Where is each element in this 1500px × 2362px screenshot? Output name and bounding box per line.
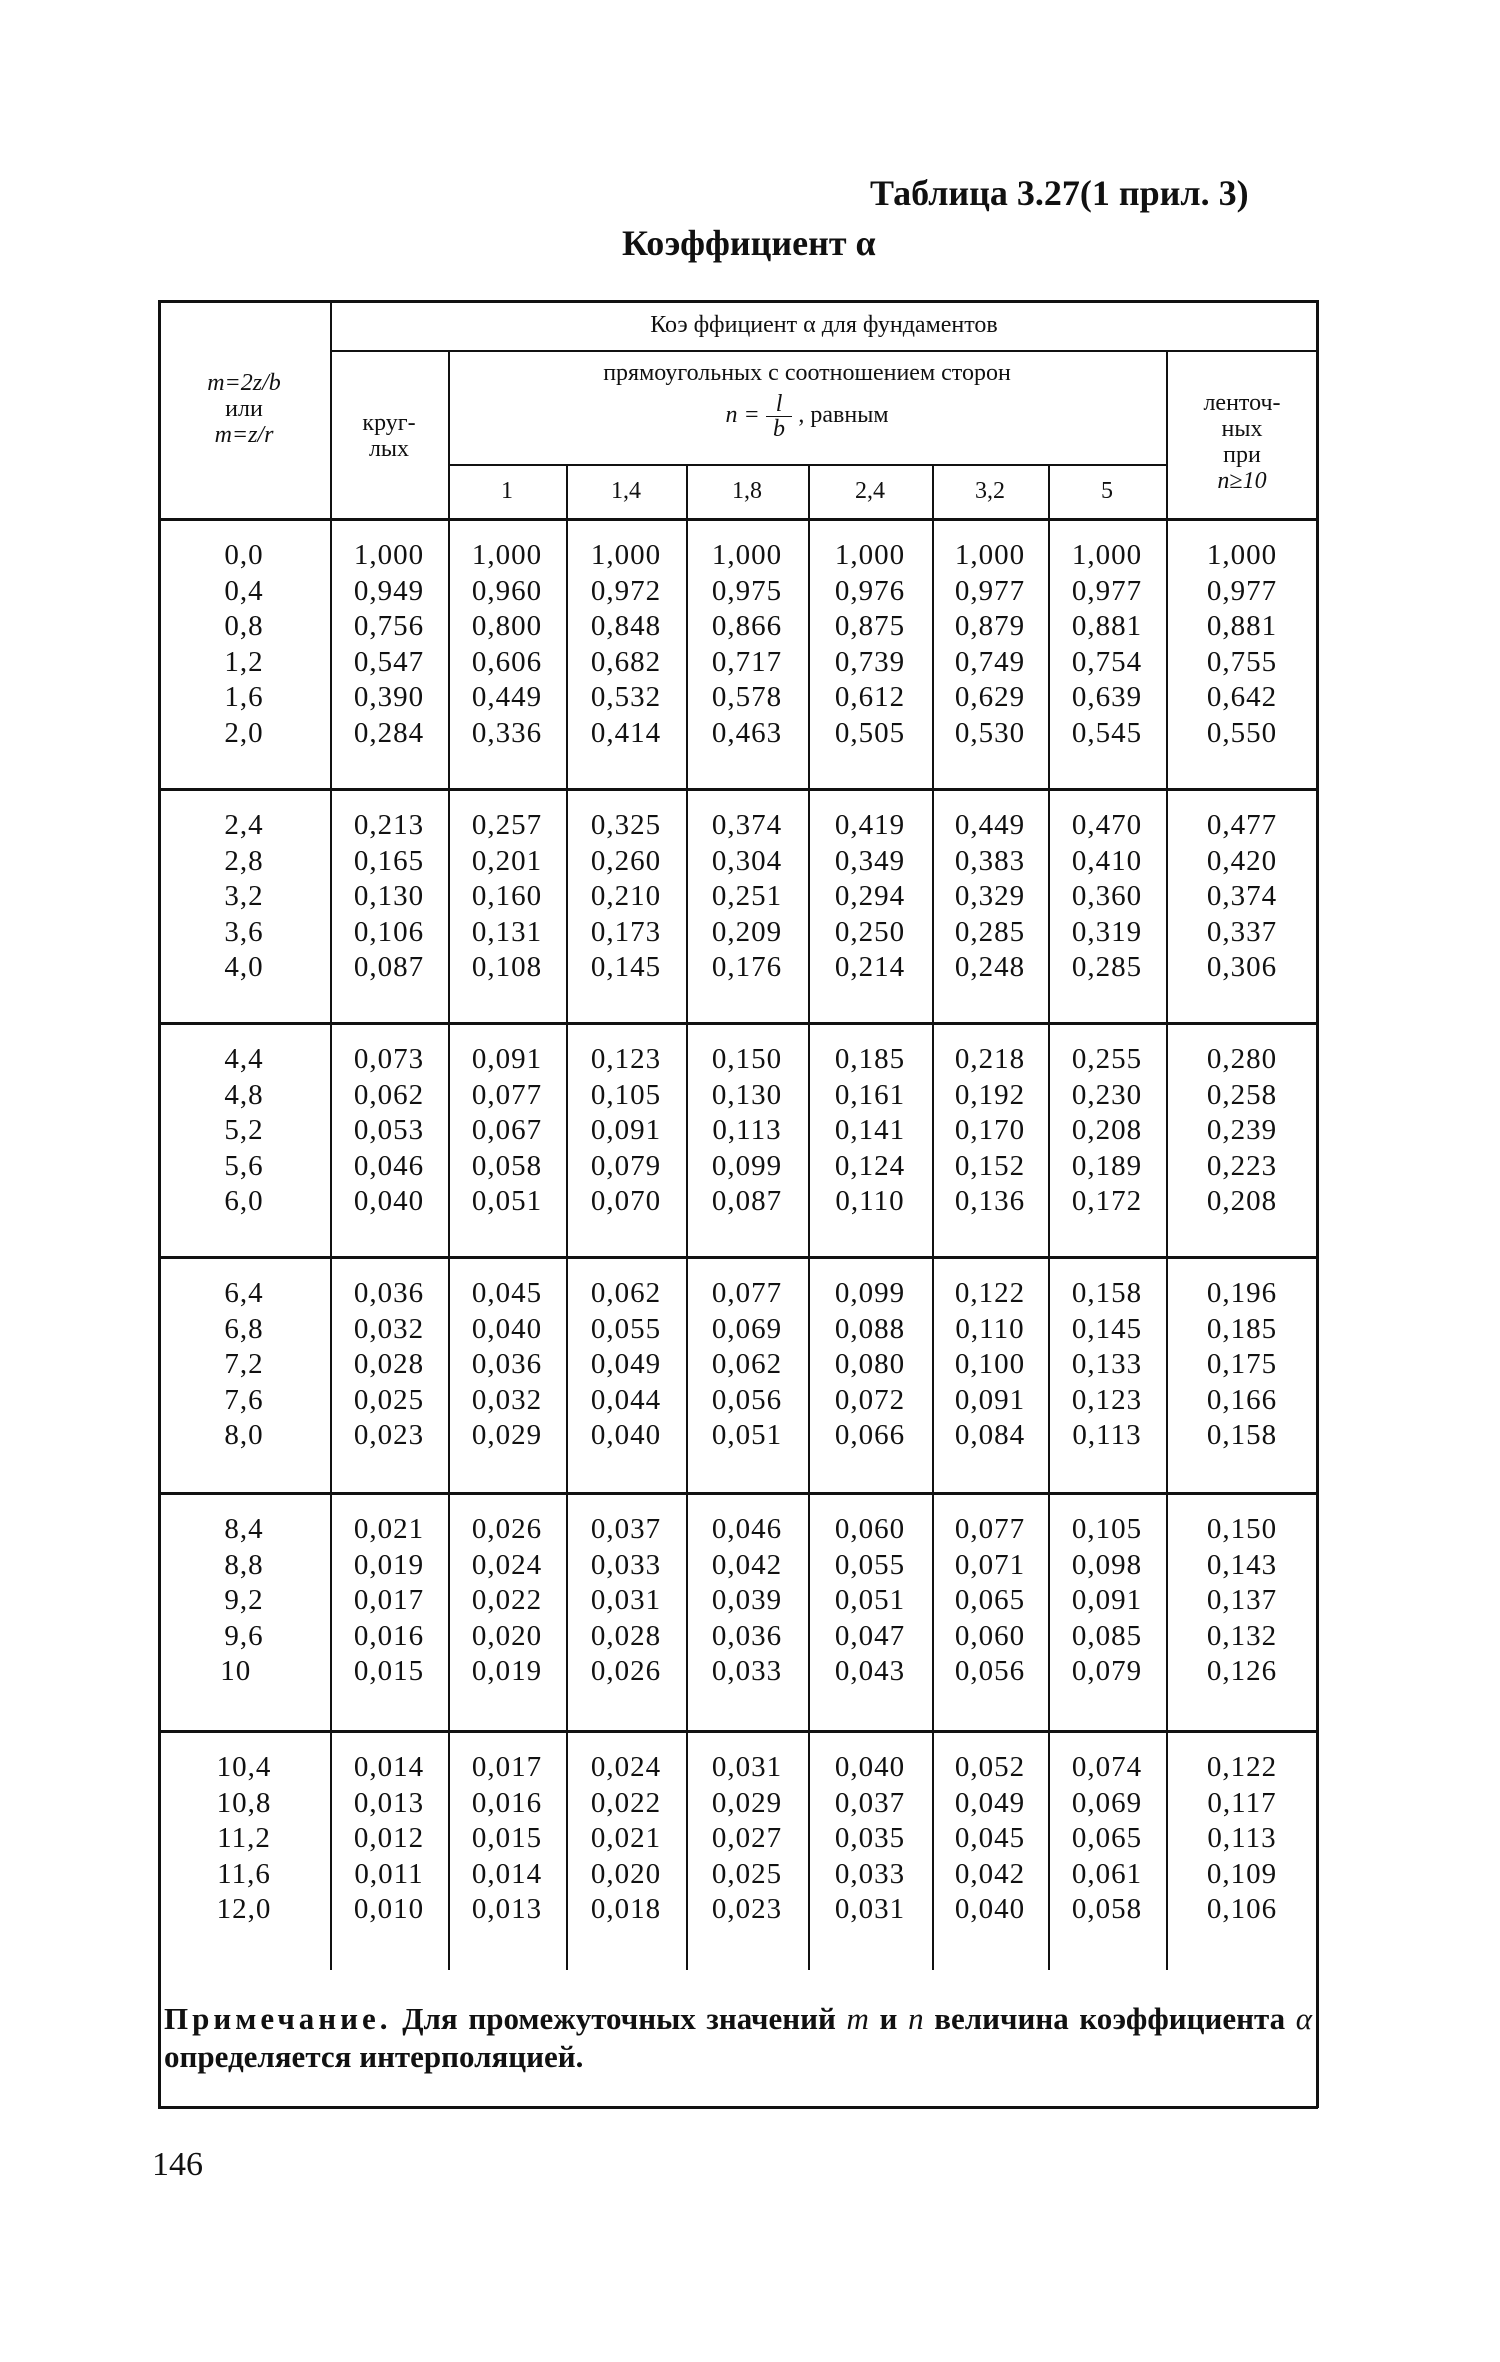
rect-header-frac-num: l	[766, 392, 793, 417]
alpha-values: 1,000 0,949 0,756 0,547 0,390 0,284	[353, 539, 425, 749]
m-values: 0,0 0,4 0,8 1,2 1,6 2,0	[224, 539, 264, 749]
block-rule	[158, 1022, 1318, 1025]
m-values: 10,4 10,8 11,2 11,6 12,0	[216, 1751, 272, 1925]
alpha-values: 0,045 0,040 0,036 0,032 0,029	[471, 1277, 543, 1451]
m-values: 2,4 2,8 3,2 3,6 4,0	[224, 809, 264, 983]
alpha-values: 0,024 0,022 0,021 0,020 0,018	[590, 1751, 662, 1925]
alpha-values: 1,000 0,976 0,875 0,739 0,612 0,505	[834, 539, 906, 749]
header-rule-ratio	[448, 464, 1166, 466]
page-number: 146	[152, 2146, 203, 2183]
alpha-values: 0,123 0,105 0,091 0,079 0,070	[590, 1043, 662, 1217]
alpha-values: 1,000 0,972 0,848 0,682 0,532 0,414	[590, 539, 662, 749]
alpha-values: 0,196 0,185 0,175 0,166 0,158	[1206, 1277, 1278, 1451]
note-label: Примечание.	[164, 2001, 392, 2036]
rect-header-formula	[448, 392, 1166, 441]
table-bottom-rule	[158, 2106, 1318, 2109]
alpha-values: 0,036 0,032 0,028 0,025 0,023	[353, 1277, 425, 1451]
note-text-1: Для промежуточных значений	[402, 2001, 836, 2036]
ratio-header: 1,8	[732, 478, 762, 504]
alpha-values: 0,073 0,062 0,053 0,046 0,040	[353, 1043, 425, 1217]
table-title: Таблица 3.27(1 прил. 3)	[870, 173, 1249, 213]
alpha-values: 0,213 0,165 0,130 0,106 0,087	[353, 809, 425, 983]
rect-header-tail: , равным	[798, 402, 889, 429]
alpha-values: 1,000 0,960 0,800 0,606 0,449 0,336	[471, 539, 543, 749]
round-header-line1: круг-	[362, 410, 416, 436]
rect-header-n: n =	[725, 402, 760, 429]
alpha-values: 0,026 0,024 0,022 0,020 0,019	[471, 1513, 543, 1687]
coefficient-table	[158, 300, 1320, 2110]
alpha-values: 0,449 0,383 0,329 0,285 0,248	[954, 809, 1026, 983]
alpha-values: 0,158 0,145 0,133 0,123 0,113	[1071, 1277, 1143, 1451]
alpha-values: 0,374 0,304 0,251 0,209 0,176	[711, 809, 783, 983]
note-var-m: m	[846, 2001, 869, 2036]
m-column-header	[158, 370, 330, 448]
alpha-values: 1,000 0,977 0,881 0,754 0,639 0,545	[1071, 539, 1143, 749]
alpha-values: 0,031 0,029 0,027 0,025 0,023	[711, 1751, 783, 1925]
strip-header-line1: ленточ-	[1203, 390, 1281, 416]
rect-header	[448, 360, 1166, 441]
alpha-values: 1,000 0,977 0,879 0,749 0,629 0,530	[954, 539, 1026, 749]
alpha-values: 0,257 0,201 0,160 0,131 0,108	[471, 809, 543, 983]
group-header: Коэ ффициент α для фундаментов	[650, 312, 998, 338]
alpha-values: 0,046 0,042 0,039 0,036 0,033	[711, 1513, 783, 1687]
alpha-values: 0,074 0,069 0,065 0,061 0,058	[1071, 1751, 1143, 1925]
alpha-values: 0,040 0,037 0,035 0,033 0,031	[834, 1751, 906, 1925]
m-values: 8,4 8,8 9,2 9,6 10	[220, 1513, 264, 1687]
alpha-values: 0,477 0,420 0,374 0,337 0,306	[1206, 809, 1278, 983]
ratio-header: 2,4	[855, 478, 885, 504]
note-text-2: величина коэффициента	[934, 2001, 1286, 2036]
alpha-values: 0,255 0,230 0,208 0,189 0,172	[1071, 1043, 1143, 1217]
table-note	[158, 2000, 1318, 2076]
ratio-header: 5	[1101, 478, 1113, 504]
alpha-values: 0,091 0,077 0,067 0,058 0,051	[471, 1043, 543, 1217]
note-and: и	[879, 2001, 898, 2036]
ratio-header: 3,2	[975, 478, 1005, 504]
round-header-line2: лых	[368, 436, 410, 462]
alpha-values: 0,077 0,071 0,065 0,060 0,056	[954, 1513, 1026, 1687]
block-rule	[158, 1730, 1318, 1733]
strip-header	[1166, 390, 1318, 494]
alpha-values: 0,060 0,055 0,051 0,047 0,043	[834, 1513, 906, 1687]
alpha-values: 0,037 0,033 0,031 0,028 0,026	[590, 1513, 662, 1687]
strip-header-line2: ных	[1221, 416, 1263, 442]
strip-header-line4: n≥10	[1217, 468, 1267, 494]
alpha-values: 0,150 0,143 0,137 0,132 0,126	[1206, 1513, 1278, 1687]
header-bottom-rule	[158, 518, 1318, 521]
alpha-values: 0,185 0,161 0,141 0,124 0,110	[834, 1043, 906, 1217]
block-rule	[158, 788, 1318, 791]
alpha-values: 0,014 0,013 0,012 0,011 0,010	[353, 1751, 425, 1925]
alpha-values: 0,122 0,117 0,113 0,109 0,106	[1206, 1751, 1278, 1925]
alpha-values: 0,325 0,260 0,210 0,173 0,145	[590, 809, 662, 983]
alpha-values: 0,218 0,192 0,170 0,152 0,136	[954, 1043, 1026, 1217]
table-top-rule	[158, 300, 1318, 303]
m-header-line1: m=2z/b	[207, 370, 281, 396]
note-alpha: α	[1295, 2001, 1313, 2036]
alpha-values: 0,419 0,349 0,294 0,250 0,214	[834, 809, 906, 983]
alpha-values: 0,017 0,016 0,015 0,014 0,013	[471, 1751, 543, 1925]
rect-header-line1: прямоугольных с соотношением сторон	[603, 360, 1011, 386]
note-var-n: n	[908, 2001, 924, 2036]
alpha-values: 0,052 0,049 0,045 0,042 0,040	[954, 1751, 1026, 1925]
alpha-values: 0,280 0,258 0,239 0,223 0,208	[1206, 1043, 1278, 1217]
alpha-values: 0,077 0,069 0,062 0,056 0,051	[711, 1277, 783, 1451]
round-header	[330, 410, 448, 462]
alpha-values: 1,000 0,975 0,866 0,717 0,578 0,463	[711, 539, 783, 749]
strip-header-line3: при	[1223, 442, 1261, 468]
note-text-3: определяется интерполяцией.	[164, 2039, 584, 2074]
header-rule-group	[330, 350, 1318, 352]
alpha-values: 1,000 0,977 0,881 0,755 0,642 0,550	[1206, 539, 1278, 749]
block-rule	[158, 1256, 1318, 1259]
alpha-values: 0,099 0,088 0,080 0,072 0,066	[834, 1277, 906, 1451]
ratio-header: 1	[501, 478, 513, 504]
block-rule	[158, 1492, 1318, 1495]
m-values: 6,4 6,8 7,2 7,6 8,0	[224, 1277, 264, 1451]
m-values: 4,4 4,8 5,2 5,6 6,0	[224, 1043, 264, 1217]
table-subtitle: Коэффициент α	[622, 223, 876, 263]
alpha-values: 0,150 0,130 0,113 0,099 0,087	[711, 1043, 783, 1217]
rect-header-fraction	[766, 392, 793, 441]
m-header-line2: или	[225, 396, 263, 422]
rect-header-frac-den: b	[773, 416, 786, 442]
alpha-values: 0,021 0,019 0,017 0,016 0,015	[353, 1513, 425, 1687]
alpha-values: 0,105 0,098 0,091 0,085 0,079	[1071, 1513, 1143, 1687]
ratio-header: 1,4	[611, 478, 641, 504]
alpha-values: 0,122 0,110 0,100 0,091 0,084	[954, 1277, 1026, 1451]
alpha-values: 0,470 0,410 0,360 0,319 0,285	[1071, 809, 1143, 983]
alpha-values: 0,062 0,055 0,049 0,044 0,040	[590, 1277, 662, 1451]
m-header-line3: m=z/r	[214, 422, 274, 448]
